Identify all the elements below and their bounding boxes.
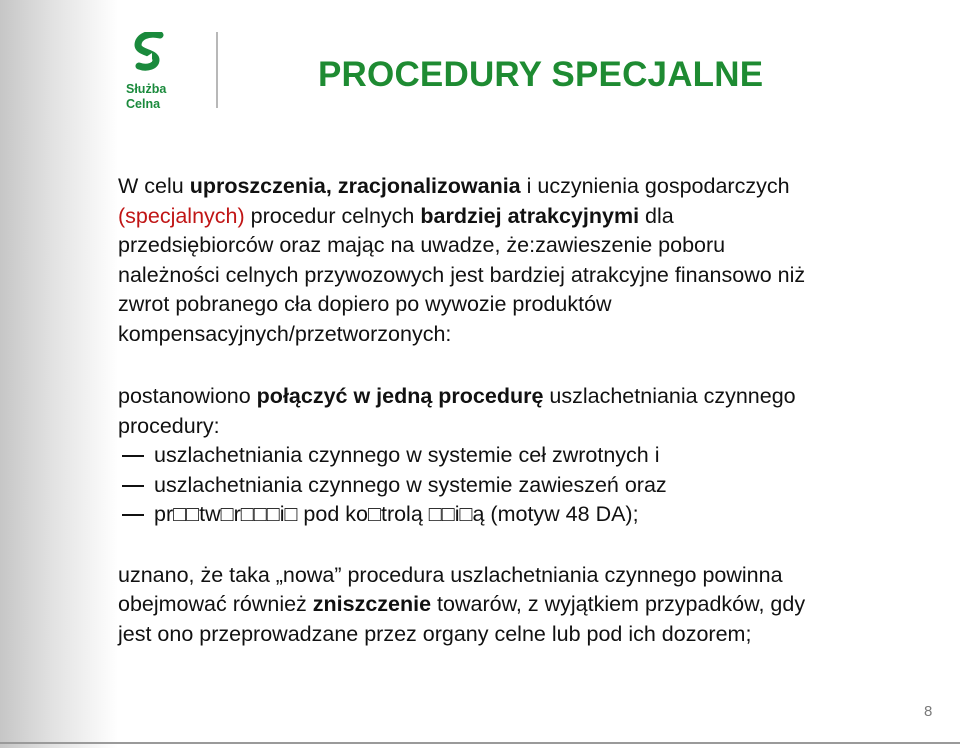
p3-text-1: obejmować również <box>118 592 313 616</box>
p1-text-1: W celu <box>118 174 190 198</box>
p1-text-4: dla <box>639 203 674 228</box>
slide-title: PROCEDURY SPECJALNE <box>318 55 764 94</box>
left-gradient-band <box>0 0 118 748</box>
p1-text-2: i uczynienia gospodarczych <box>520 174 790 198</box>
paragraph-1 <box>118 172 960 349</box>
page-bottom-line <box>0 742 960 744</box>
p2-text-1: postanowiono <box>118 384 257 408</box>
p1-line-3: przedsiębiorców oraz mając na uwadze, że:zawieszenie poboru <box>118 233 726 257</box>
p3-bold-1: zniszczenie <box>312 592 432 616</box>
dash-bullet-icon <box>122 455 144 457</box>
p1-text-3: procedur celnych <box>244 203 421 228</box>
logo <box>124 32 184 112</box>
p3-line-3: jest ono przeprowadzane przez organy celne lub pod ich dozorem; <box>118 621 752 646</box>
p2-text-2: uszlachetniania czynnego <box>543 384 796 408</box>
list-item-3: pr□□tw□r□□□i□ pod ko□trolą □□i□ą (motyw 48 DA); <box>154 502 639 526</box>
p1-line-6: kompensacyjnych/przetworzonych: <box>118 321 452 346</box>
header-divider <box>216 32 218 108</box>
p3-line-1: uznano, że taka „nowa” procedura uszlachetniania czynnego powinna <box>118 562 783 587</box>
sluzba-celna-logo-icon <box>130 32 166 74</box>
p2-bold-1: połączyć w jedną procedurę <box>256 384 544 408</box>
p2-line-2: procedury: <box>118 413 220 438</box>
list-item-1: uszlachetniania czynnego w systemie ceł zwrotnych i <box>154 443 660 467</box>
slide-content <box>118 172 960 649</box>
p1-line-4: należności celnych przywozowych jest bardziej atrakcyjne finansowo niż <box>118 262 806 287</box>
dash-bullet-icon <box>122 514 144 516</box>
p1-line-5: zwrot pobranego cła dopiero po wywozie produktów <box>118 292 612 316</box>
page-number: 8 <box>924 703 933 720</box>
logo-text-line1: Służba <box>126 82 167 96</box>
p1-red-text: (specjalnych) <box>118 203 245 228</box>
list-item-2: uszlachetniania czynnego w systemie zawieszeń oraz <box>154 472 667 497</box>
paragraph-2 <box>118 382 960 530</box>
logo-text-line2: Celna <box>126 97 161 111</box>
dash-bullet-icon <box>122 485 144 487</box>
p3-text-2: towarów, z wyjątkiem przypadków, gdy <box>431 592 806 616</box>
paragraph-3 <box>118 561 960 650</box>
p1-bold-1: uproszczenia, zracjonalizowania <box>189 174 521 198</box>
p1-bold-2: bardziej atrakcyjnymi <box>420 203 640 228</box>
